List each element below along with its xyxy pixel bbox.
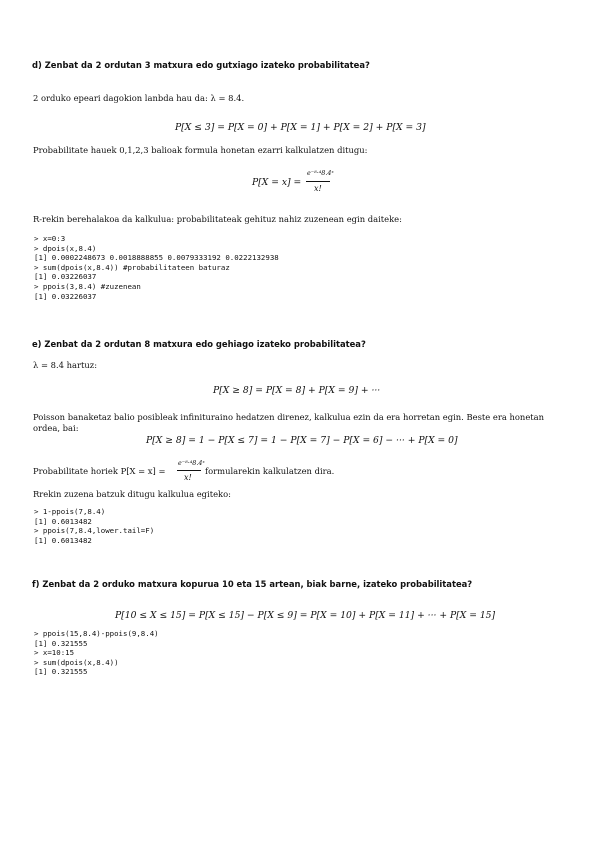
pmf-denominator: x!: [184, 473, 192, 482]
section-d-code-block: [34, 234, 279, 301]
pmf-fraction-line: [177, 470, 201, 471]
pmf-left-side: P[X = x] =: [252, 177, 302, 188]
section-e-text-4: Rrekin zuzena batzuk ditugu kalkulua egiteko:: [33, 489, 231, 499]
code-line: > dpois(x,8.4): [34, 243, 97, 253]
code-line: [1] 0.6013482: [34, 516, 92, 526]
pmf-numerator: e⁻⁸·⁴8.4ˣ: [307, 169, 334, 177]
section-e-code-block: [34, 507, 154, 545]
section-d-values-text: Probabilitate hauek 0,1,2,3 balioak formula honetan ezarri kalkulatzen ditugu:: [33, 145, 368, 155]
section-d-r-text: R-rekin berehalakoa da kalkulua: probabilitateak gehituz nahiz zuzenean egin daiteke:: [33, 214, 402, 224]
code-line: > sum(dpois(x,8.4)) #probabilitateen baturaz: [34, 262, 230, 272]
section-e-text-1: Poisson banaketaz balio posibleak infinituraino hedatzen direnez, kalkulua ezin da era horretan egin. Beste era honetan: [33, 412, 545, 422]
section-f-formula: P[10 ≤ X ≤ 15] = P[X ≤ 15] − P[X ≤ 9] = P[X = 10] + P[X = 11] + ··· + P[X = 15]: [115, 610, 496, 621]
section-e-intro: λ = 8.4 hartuz:: [33, 360, 98, 370]
code-line: [1] 0.03226037: [34, 291, 97, 301]
section-d-intro: 2 orduko epeari dagokion lanbda hau da: λ = 8.4.: [33, 93, 245, 103]
section-e-text-2: ordea, bai:: [33, 423, 79, 433]
section-f-heading: f) Zenbat da 2 orduko matxura kopurua 10 eta 15 artean, biak barne, izateko probabilitatea?: [32, 579, 473, 589]
section-e-heading: e) Zenbat da 2 ordutan 8 matxura edo gehiago izateko probabilitatea?: [32, 339, 366, 349]
pmf-numerator: e⁻⁸·⁴8.4ˣ: [178, 459, 205, 467]
code-line: > x=0:3: [34, 234, 66, 243]
pmf-fraction-line: [306, 181, 330, 182]
section-f-code-block: [34, 629, 159, 677]
section-d-heading: d) Zenbat da 2 ordutan 3 matxura edo gutxiago izateko probabilitatea?: [32, 60, 370, 70]
pmf-denominator: x!: [314, 184, 322, 193]
section-e-formula-2: P[X ≥ 8] = 1 − P[X ≤ 7] = 1 − P[X = 7] − P[X = 6] − ··· + P[X = 0]: [146, 435, 458, 446]
code-line: > sum(dpois(x,8.4)): [34, 657, 119, 667]
code-line: [1] 0.03226037: [34, 272, 97, 282]
code-line: [1] 0.321555: [34, 667, 88, 677]
section-d-formula: P[X ≤ 3] = P[X = 0] + P[X = 1] + P[X = 2] + P[X = 3]: [175, 122, 426, 133]
code-line: > ppois(3,8.4) #zuzenean: [34, 281, 141, 291]
section-e-formula: P[X ≥ 8] = P[X = 8] + P[X = 9] + ···: [213, 385, 381, 396]
section-e-text-3-left: Probabilitate horiek P[X = x] =: [33, 466, 166, 476]
code-line: > ppois(15,8.4)-ppois(9,8.4): [34, 629, 159, 638]
code-line: [1] 0.0002248673 0.0018888855 0.0079333192 0.0222132938: [34, 253, 279, 263]
code-line: [1] 0.321555: [34, 638, 88, 648]
code-line: > 1-ppois(7,8.4): [34, 507, 106, 516]
section-e-text-3-right: formularekin kalkulatzen dira.: [205, 466, 335, 476]
code-line: [1] 0.6013482: [34, 535, 92, 545]
code-line: > x=10:15: [34, 648, 75, 658]
code-line: > ppois(7,8.4,lower.tail=F): [34, 526, 155, 536]
